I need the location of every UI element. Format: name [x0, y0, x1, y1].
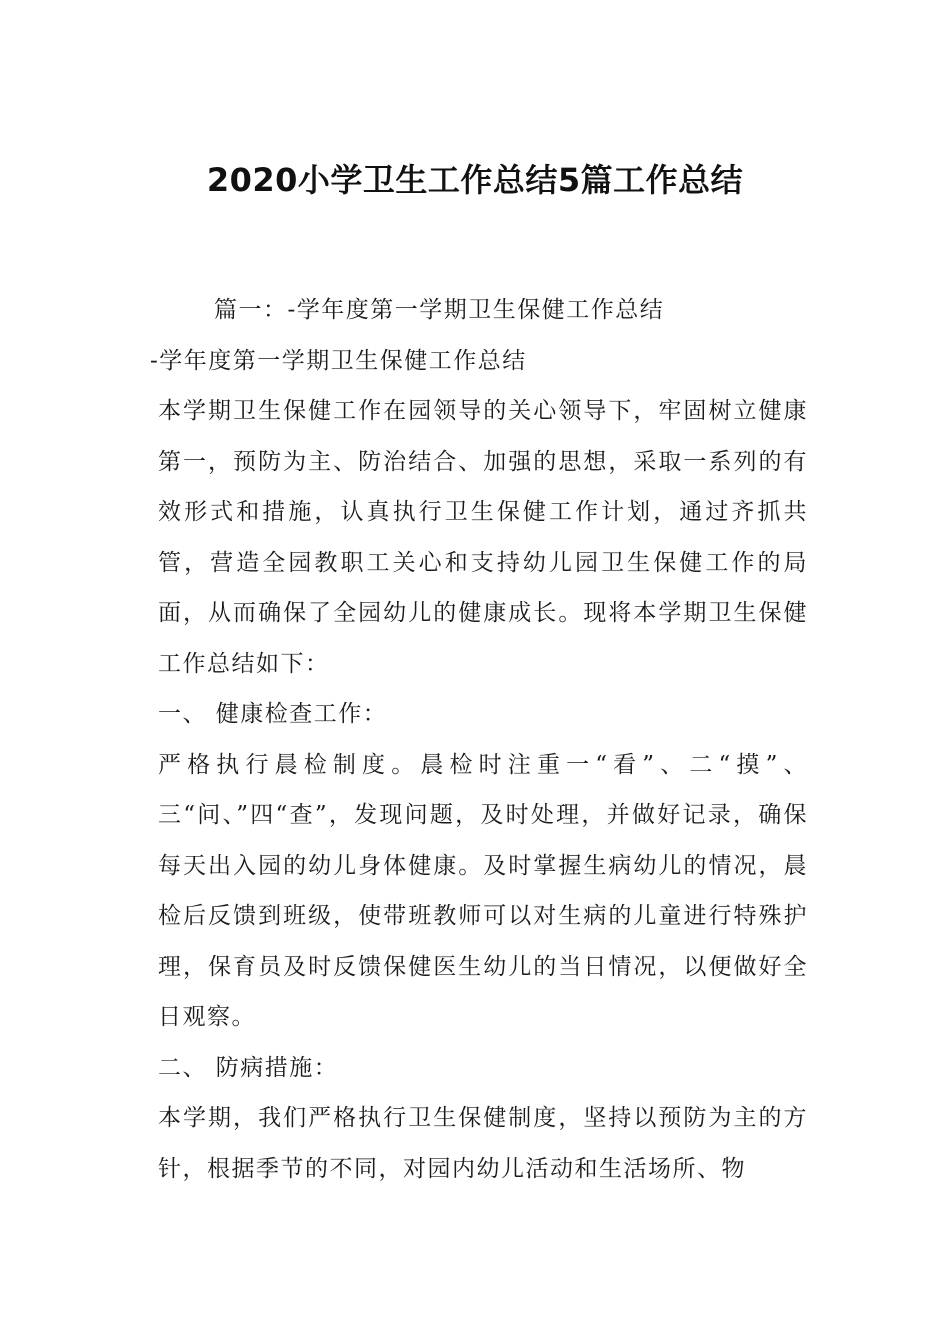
disease-prevention-paragraph: 本学期，我们严格执行卫生保健制度，坚持以预防为主的方针，根据季节的不同，对园内幼儿活动和生活场所、物 [158, 1105, 808, 1182]
disease-prevention-heading: 二、 防病措施： [158, 1054, 339, 1081]
section-heading-2: -学年度第一学期卫生保健工作总结 [150, 347, 527, 374]
health-check-paragraph: 严格执行晨检制度。晨检时注重一“看”、二“摸”、三“问、”四“查”，发现问题，及时处理，并做好记录，确保每天出入园的幼儿身体健康。及时掌握生病幼儿的情况，晨检后反馈到班级，使带班教师可以对生病的儿童进行特殊护理，保育员及时反馈保健医生幼儿的当日情况，以便做好全日观察。 [158, 751, 808, 1030]
intro-paragraph: 本学期卫生保健工作在园领导的关心领导下，牢固树立健康第一，预防为主、防治结合、加强的思想，采取一系列的有效形式和措施，认真执行卫生保健工作计划，通过齐抓共管，营造全园教职工关心和支持幼儿园卫生保健工作的局面，从而确保了全园幼儿的健康成长。现将本学期卫生保健工作总结如下： [158, 398, 808, 677]
health-check-heading: 一、 健康检查工作： [158, 701, 388, 727]
section-heading-1: 篇一：-学年度第一学期卫生保健工作总结 [214, 297, 665, 323]
document-body [146, 285, 808, 1194]
document-title: 2020小学卫生工作总结5篇工作总结 [206, 161, 744, 199]
